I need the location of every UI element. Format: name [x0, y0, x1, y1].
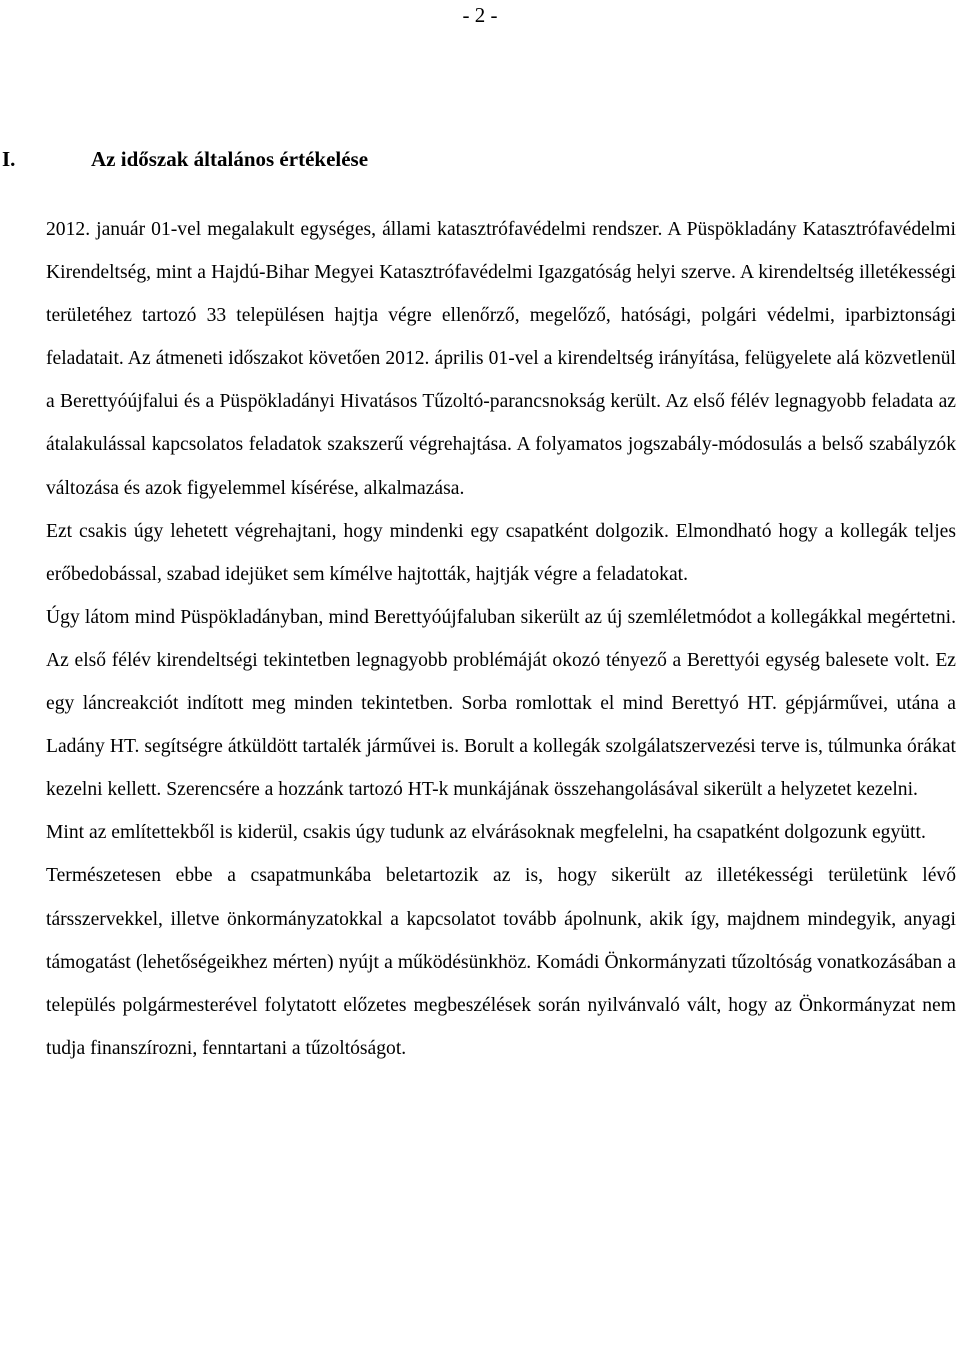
section-heading [2, 144, 942, 174]
section-title: Az időszak általános értékelése [91, 147, 369, 171]
paragraph-teamwork: Ezt csakis úgy lehetett végrehajtani, hogy mindenki egy csapatként dolgozik. Elmondható hogy a kollegák teljes erőbedobással, szabad idejüket sem kímélve hajtották, hajtják végre a feladatokat. [46, 520, 956, 585]
section-number: I. [2, 147, 16, 171]
body-text [46, 208, 956, 1070]
page-number: - 2 - [462, 3, 498, 27]
paragraph-reorganization: 2012. január 01-vel megalakult egységes, állami katasztrófavédelmi rendszer. A Püspökladány Katasztrófavédelmi Kirendeltség, mint a Hajdú-Bihar Megyei Katasztrófavédelmi Igazgatóság helyi szerve. A kirendeltség illetékességi területéhez tartozó 33 településen hajtja végre ellenőrző, megelőző, hatósági, polgári védelmi, iparbiztonsági feladatait. Az átmeneti időszakot követően 2012. április 01-vel a kirendeltség irányítása, felügyelete alá közvetlenül a Berettyóújfalui és a Püspökladányi Hivatásos Tűzoltó-parancsnokság került. Az első félév legnagyobb feladata az átalakulással kapcsolatos feladatok szakszerű végrehajtása. A folyamatos jogszabály-módosulás a belső szabályzók változása és azok figyelemmel kísérése, alkalmazása. [46, 219, 956, 499]
paragraph-cooperation: Mint az említettekből is kiderül, csakis úgy tudunk az elvárásoknak megfelelni, ha csapatként dolgozunk együtt. [46, 822, 926, 844]
paragraph-berettyo-incident: Úgy látom mind Püspökladányban, mind Berettyóújfaluban sikerült az új szemléletmódot a kollegákkal megértetni. Az első félév kirendeltségi tekintetben legnagyobb problémáját okozó tényező a Berettyói egység balesete volt. Ez egy láncreakciót indított meg minden tekintetben. Sorba romlottak el mind Berettyó HT. gépjárművei, utána a Ladány HT. segítségre átküldött tartalék járművei is. Borult a kollegák szolgálatszervezési terve is, túlmunka órákat kezelni kellett. Szerencsére a hozzánk tartozó HT-k munkájának összehangolásával sikerült a helyzetet kezelni. [46, 606, 956, 801]
paragraph-partners: Természetesen ebbe a csapatmunkába beletartozik az is, hogy sikerült az illetékességi területünk lévő társszervekkel, illetve önkormányzatokkal a kapcsolatot tovább ápolnunk, akik így, majdnem mindegyik, anyagi támogatást (lehetőségeikhez mérten) nyújt a működésünkhöz. Komádi Önkormányzati tűzoltóság vonatkozásában a település polgármesterével folytatott előzetes megbeszélések során nyilvánvaló vált, hogy az Önkormányzat nem tudja finanszírozni, fenntartani a tűzoltóságot. [46, 865, 956, 1059]
